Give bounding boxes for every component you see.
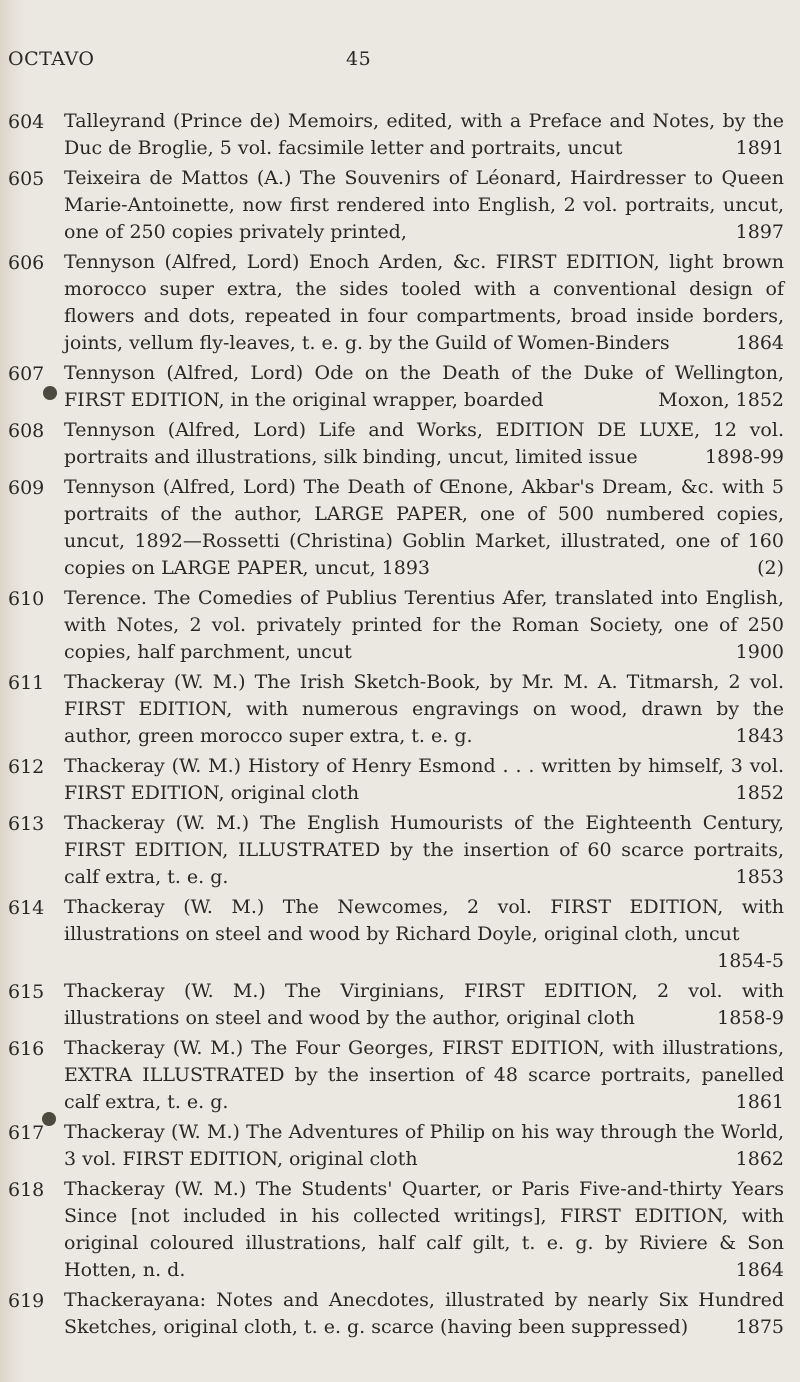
lot-number: 619 bbox=[8, 1290, 45, 1312]
catalogue-entry bbox=[8, 585, 792, 666]
entry-date: 1858-9 bbox=[717, 1007, 784, 1029]
entry-date: 1843 bbox=[735, 725, 784, 747]
catalogue-entry bbox=[8, 894, 792, 975]
entry-description: Thackerayana: Notes and Anecdotes, illustrated by nearly Six Hundred Sketches, original cloth, t. e. g. scarce (having been suppressed) 1875 bbox=[64, 1287, 784, 1341]
entry-date: 1853 bbox=[735, 866, 784, 888]
page-header bbox=[8, 48, 798, 78]
entry-description: Teixeira de Mattos (A.) The Souvenirs of Léonard, Hairdresser to Queen Marie-Antoinette, now first rendered into English, 2 vol. portraits, uncut, one of 250 copies privately printed, 1897 bbox=[64, 165, 784, 246]
catalogue-entry bbox=[8, 360, 792, 414]
lot-number: 614 bbox=[8, 897, 45, 919]
entry-date: 1900 bbox=[735, 641, 784, 663]
entry-description: Terence. The Comedies of Publius Terentius Afer, translated into English, with Notes, 2 vol. privately printed for the Roman Society, one of 250 copies, half parchment, uncut 1900 bbox=[64, 585, 784, 666]
lot-number: 611 bbox=[8, 672, 45, 694]
entry-date: 1854-5 bbox=[717, 950, 784, 972]
entry-description: Tennyson (Alfred, Lord) The Death of Œnone, Akbar's Dream, &c. with 5 portraits of the author, LARGE PAPER, one of 500 numbered copies, uncut, 1892—Rossetti (Christina) Goblin Market, illustrated, one of 160 copies on LARGE PAPER, uncut, 1893 (2) bbox=[64, 474, 784, 582]
catalogue-entry bbox=[8, 165, 792, 246]
entry-date: 1898-99 bbox=[705, 446, 784, 468]
catalogue-entry bbox=[8, 810, 792, 891]
lot-number: 616 bbox=[8, 1038, 45, 1060]
entry-description: Thackeray (W. M.) The Newcomes, 2 vol. FIRST EDITION, with illustrations on steel and wood by Richard Doyle, original cloth, uncut 1854-5 bbox=[64, 894, 784, 975]
catalogue-entry bbox=[8, 1176, 792, 1284]
entry-date: 1875 bbox=[735, 1316, 784, 1338]
entry-date: (2) bbox=[757, 557, 784, 579]
catalogue-entry bbox=[8, 978, 792, 1032]
page-number: 45 bbox=[346, 48, 372, 70]
entry-description: Tennyson (Alfred, Lord) Enoch Arden, &c. FIRST EDITION, light brown morocco super extra, the sides tooled with a conventional design of flowers and dots, repeated in four compartments, broad inside borders, joints, vellum fly-leaves, t. e. g. by the Guild of Women-Binders 1864 bbox=[64, 249, 784, 357]
catalogue-entry bbox=[8, 474, 792, 582]
entry-description: Thackeray (W. M.) The English Humourists of the Eighteenth Century, FIRST EDITION, ILLUSTRATED by the insertion of 60 scarce portraits, calf extra, t. e. g. 1853 bbox=[64, 810, 784, 891]
lot-number: 615 bbox=[8, 981, 45, 1003]
catalogue-entry bbox=[8, 753, 792, 807]
lot-number: 606 bbox=[8, 252, 45, 274]
catalogue-entry bbox=[8, 1119, 792, 1173]
entry-date: 1897 bbox=[735, 221, 784, 243]
lot-number: 613 bbox=[8, 813, 45, 835]
lot-number: 610 bbox=[8, 588, 45, 610]
entry-description: Thackeray (W. M.) The Four Georges, FIRST EDITION, with illustrations, EXTRA ILLUSTRATED by the insertion of 48 scarce portraits, panelled calf extra, t. e. g. 1861 bbox=[64, 1035, 784, 1116]
entry-date: 1891 bbox=[735, 137, 784, 159]
lot-number: 604 bbox=[8, 111, 45, 133]
entry-date: 1864 bbox=[735, 332, 784, 354]
catalogue-entry bbox=[8, 669, 792, 750]
entry-date: 1852 bbox=[735, 782, 784, 804]
catalogue-entry bbox=[8, 1287, 792, 1341]
entry-description: Thackeray (W. M.) The Adventures of Philip on his way through the World, 3 vol. FIRST EDITION, original cloth 1862 bbox=[64, 1119, 784, 1173]
entry-date: 1864 bbox=[735, 1259, 784, 1281]
lot-number: 608 bbox=[8, 420, 45, 442]
entry-description: Thackeray (W. M.) The Virginians, FIRST EDITION, 2 vol. with illustrations on steel and wood by the author, original cloth 1858-9 bbox=[64, 978, 784, 1032]
entry-description: Thackeray (W. M.) History of Henry Esmond . . . written by himself, 3 vol. FIRST EDITION, original cloth 1852 bbox=[64, 753, 784, 807]
section-title: OCTAVO bbox=[8, 48, 95, 70]
entry-date: 1861 bbox=[735, 1091, 784, 1113]
lot-number: 605 bbox=[8, 168, 45, 190]
catalogue-entry bbox=[8, 417, 792, 471]
catalogue-entry bbox=[8, 249, 792, 357]
catalogue-entries bbox=[8, 108, 792, 1344]
entry-date: 1862 bbox=[735, 1148, 784, 1170]
catalogue-entry bbox=[8, 1035, 792, 1116]
lot-number: 607 bbox=[8, 363, 45, 385]
lot-number: 617 bbox=[8, 1122, 45, 1144]
entry-description: Talleyrand (Prince de) Memoirs, edited, with a Preface and Notes, by the Duc de Broglie, 5 vol. facsimile letter and portraits, uncut 1891 bbox=[64, 108, 784, 162]
catalogue-entry bbox=[8, 108, 792, 162]
entry-description: Thackeray (W. M.) The Irish Sketch-Book, by Mr. M. A. Titmarsh, 2 vol. FIRST EDITION, with numerous engravings on wood, drawn by the author, green morocco super extra, t. e. g. 1843 bbox=[64, 669, 784, 750]
entry-description: Tennyson (Alfred, Lord) Life and Works, EDITION DE LUXE, 12 vol. portraits and illustrations, silk binding, uncut, limited issue 1898-99 bbox=[64, 417, 784, 471]
lot-number: 618 bbox=[8, 1179, 45, 1201]
entry-description: Tennyson (Alfred, Lord) Ode on the Death of the Duke of Wellington, FIRST EDITION, in the original wrapper, boarded Moxon, 1852 bbox=[64, 360, 784, 414]
entry-date: Moxon, 1852 bbox=[658, 389, 784, 411]
lot-number: 612 bbox=[8, 756, 45, 778]
lot-number: 609 bbox=[8, 477, 45, 499]
entry-description: Thackeray (W. M.) The Students' Quarter, or Paris Five-and-thirty Years Since [not included in his collected writings], FIRST EDITION, with original coloured illustrations, half calf gilt, t. e. g. by Riviere & Son Hotten, n. d. 1864 bbox=[64, 1176, 784, 1284]
